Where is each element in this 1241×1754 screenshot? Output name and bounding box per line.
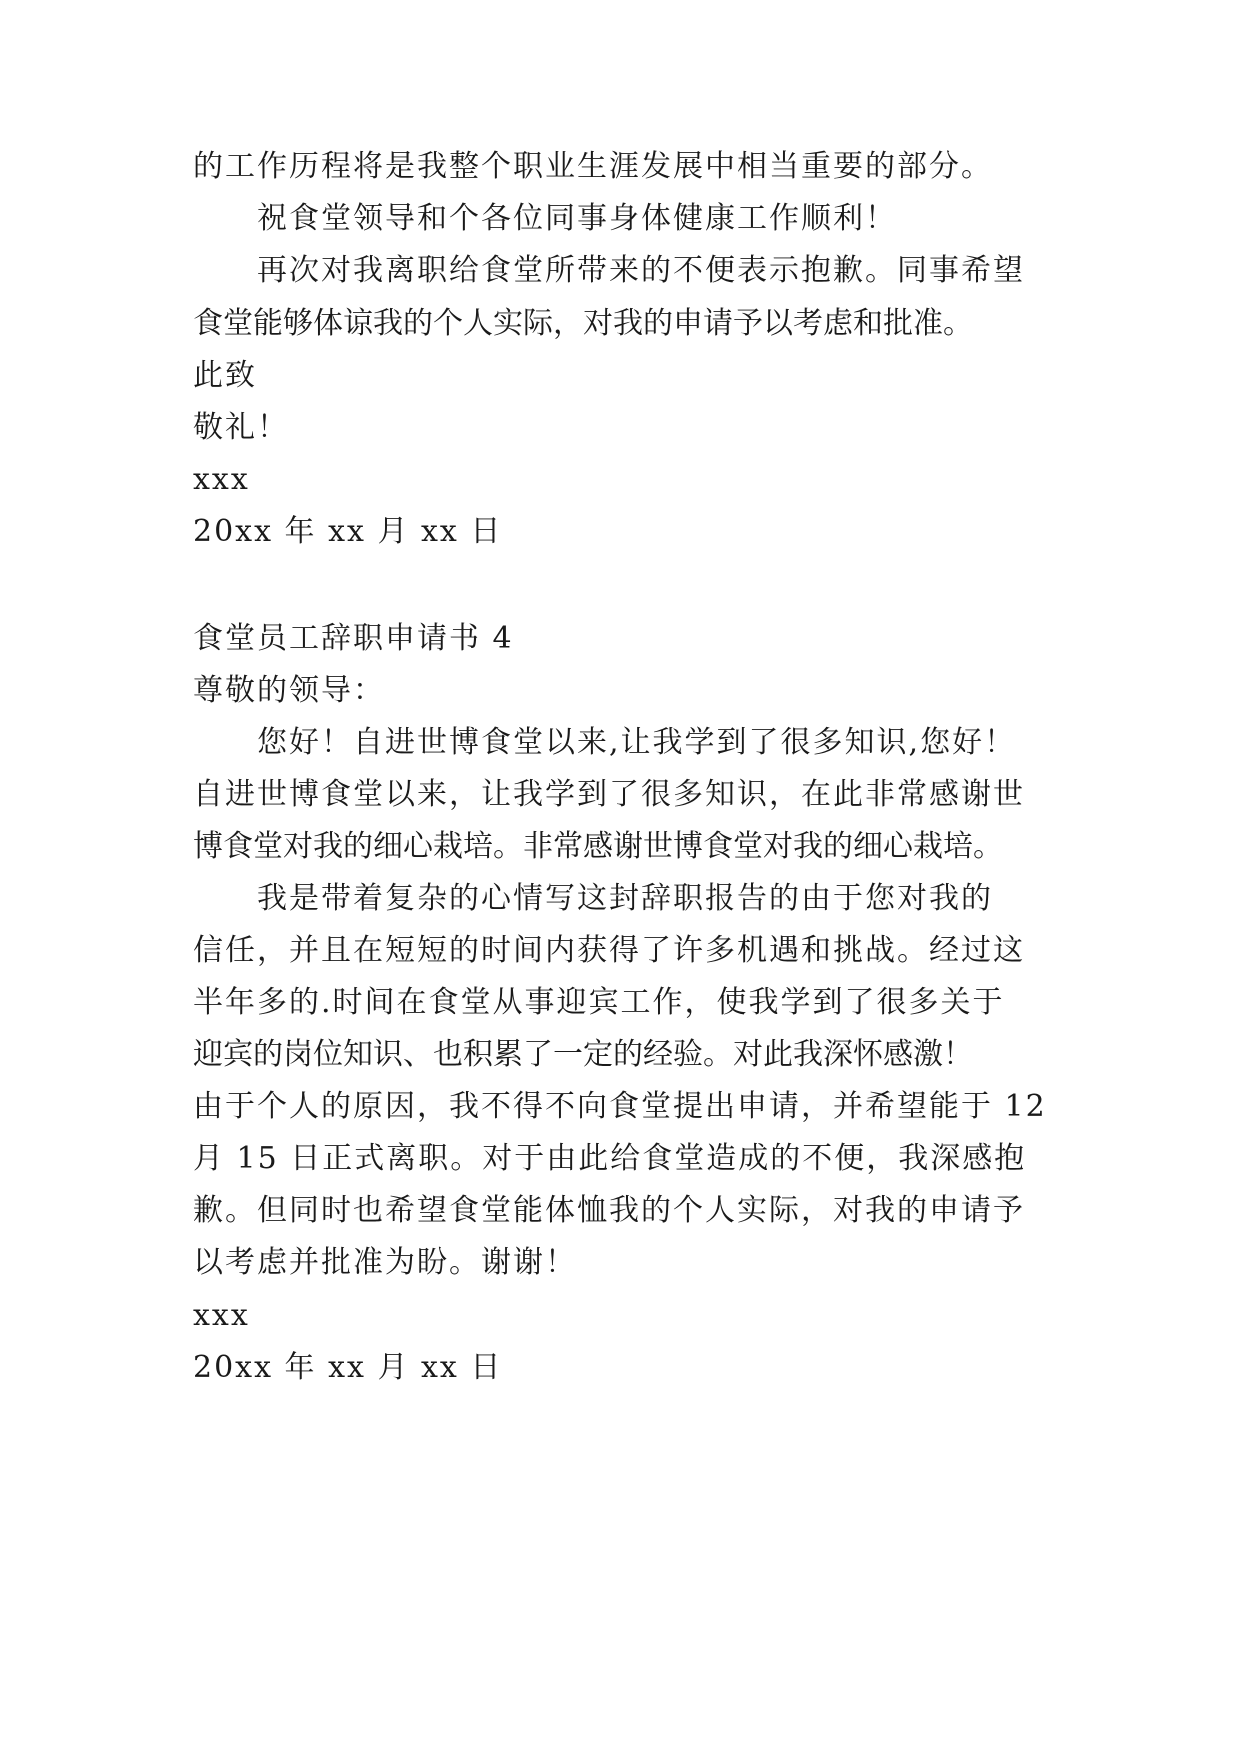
paragraph-line: 迎宾的岗位知识、也积累了一定的经验。对此我深怀感激！ [193,1037,973,1072]
paragraph-line: 月 15 日正式离职。对于由此给食堂造成的不便，我深感抱 [193,1141,1027,1176]
paragraph-line: 信任，并且在短短的时间内获得了许多机遇和挑战。经过这 [193,933,1025,968]
paragraph-line: 祝食堂领导和个各位同事身体健康工作顺利！ [257,201,897,236]
closing-line: 此致 [193,358,257,393]
paragraph-line: 博食堂对我的细心栽培。非常感谢世博食堂对我的细心栽培。 [193,829,1003,864]
greeting-line: 尊敬的领导： [193,673,385,708]
signature-date: 20xx 年 xx 月 xx 日 [193,1350,503,1385]
paragraph-line: 的工作历程将是我整个职业生涯发展中相当重要的部分。 [193,149,993,184]
section-title: 食堂员工辞职申请书 4 [193,621,514,656]
paragraph-line: 半年多的.时间在食堂从事迎宾工作，使我学到了很多关于 [193,985,1005,1020]
paragraph-line: 歉。但同时也希望食堂能体恤我的个人实际，对我的申请予 [193,1193,1025,1228]
signature-name: xxx [193,462,250,497]
signature-date: 20xx 年 xx 月 xx 日 [193,514,503,549]
paragraph-line: 我是带着复杂的心情写这封辞职报告的由于您对我的 [257,881,993,916]
paragraph-line: 由于个人的原因，我不得不向食堂提出申请，并希望能于 12 [193,1089,1047,1124]
paragraph-line: 食堂能够体谅我的个人实际，对我的申请予以考虑和批准。 [193,306,973,341]
paragraph-line: 您好！自进世博食堂以来,让我学到了很多知识,您好！ [257,725,1017,760]
paragraph-line: 再次对我离职给食堂所带来的不便表示抱歉。同事希望 [257,253,1025,288]
paragraph-line: 自进世博食堂以来，让我学到了很多知识，在此非常感谢世 [193,777,1025,812]
closing-salutation: 敬礼！ [193,410,289,445]
signature-name: xxx [193,1298,250,1333]
paragraph-line: 以考虑并批准为盼。谢谢！ [193,1245,577,1280]
